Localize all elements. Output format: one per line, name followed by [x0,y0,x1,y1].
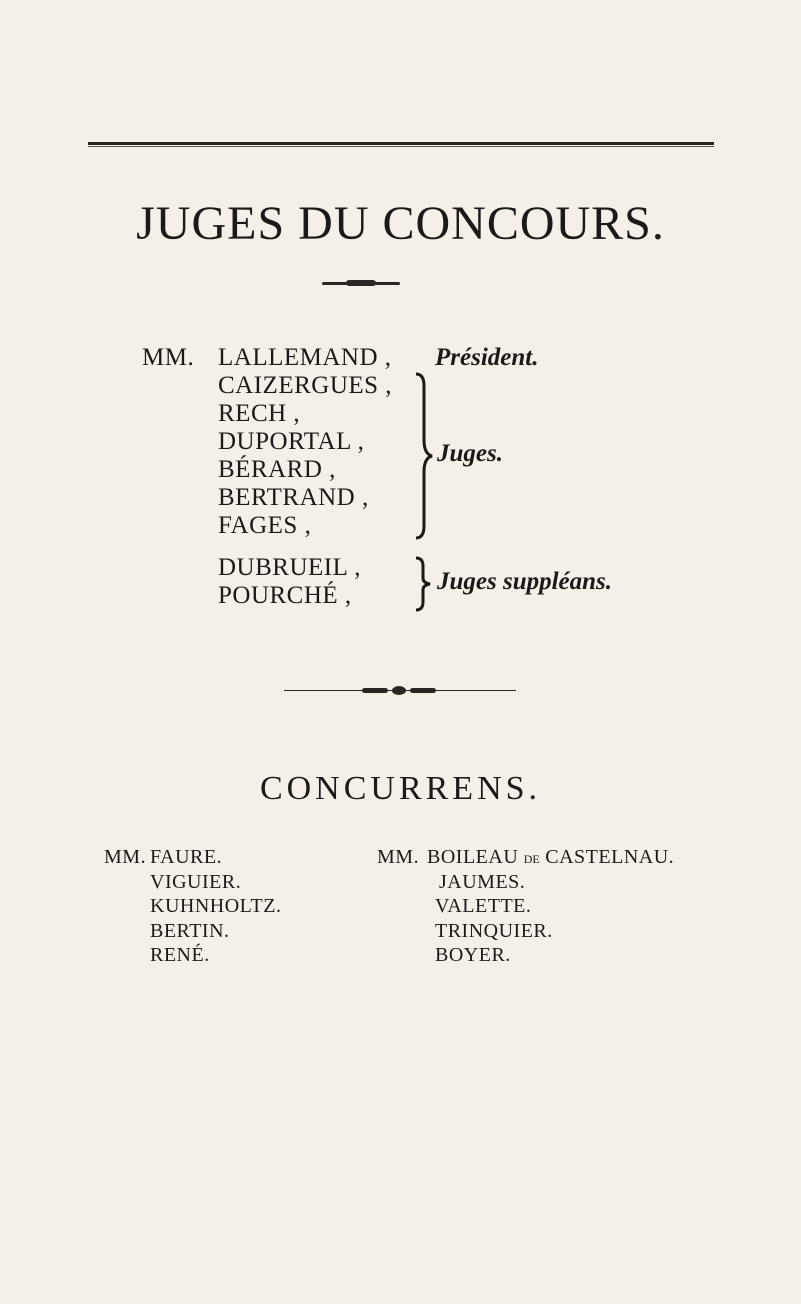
president-role: Président. [435,344,539,371]
president-name: LALLEMAND , [218,344,392,371]
top-rule [88,142,714,145]
concurrens-left-column [104,845,304,975]
concurrent-name-first [427,845,674,872]
concurrent-name: VALETTE. [435,895,532,917]
suppleans-brace-icon [412,556,434,612]
judge-name: RECH , [218,400,301,427]
right-prefix: MM. [377,846,420,868]
concurrent-name: KUHNHOLTZ. [150,895,282,917]
concurrent-name: TRINQUIER. [435,919,553,942]
concurrent-name-main: BOILEAU [427,846,519,868]
suppleans-role: Juges suppléans. [437,568,613,595]
concurrent-name: BOYER. [435,944,511,966]
concurrens-right-column [377,845,777,975]
concurrens-heading: CONCURRENS. [259,770,542,807]
section-separator [284,689,516,692]
concurrent-name-rest: CASTELNAU. [545,846,675,868]
concurrent-name: BERTIN. [150,919,230,942]
judge-name: BERTRAND , [218,484,369,511]
juges-role: Juges. [437,440,503,467]
page-title: JUGES DU CONCOURS. [136,197,665,250]
concurrent-name: RENÉ. [150,944,210,966]
suppleant-name: DUBRUEIL , [218,554,361,581]
concurrent-name: JAUMES. [439,870,526,893]
judge-name: FAGES , [218,512,312,539]
concurrent-name-particle: DE [523,852,540,866]
left-prefix: MM. [104,846,147,868]
top-rule-thin [88,146,714,147]
judge-name: DUPORTAL , [218,428,365,455]
judge-name: BÉRARD , [218,456,336,483]
judge-name: CAIZERGUES , [218,372,393,399]
concurrent-name: VIGUIER. [150,870,242,893]
judges-prefix: MM. [142,344,195,371]
concurrent-name: FAURE. [150,846,223,868]
juges-brace-icon [412,372,436,540]
title-ornament [322,282,400,285]
suppleant-name: POURCHÉ , [218,582,352,609]
